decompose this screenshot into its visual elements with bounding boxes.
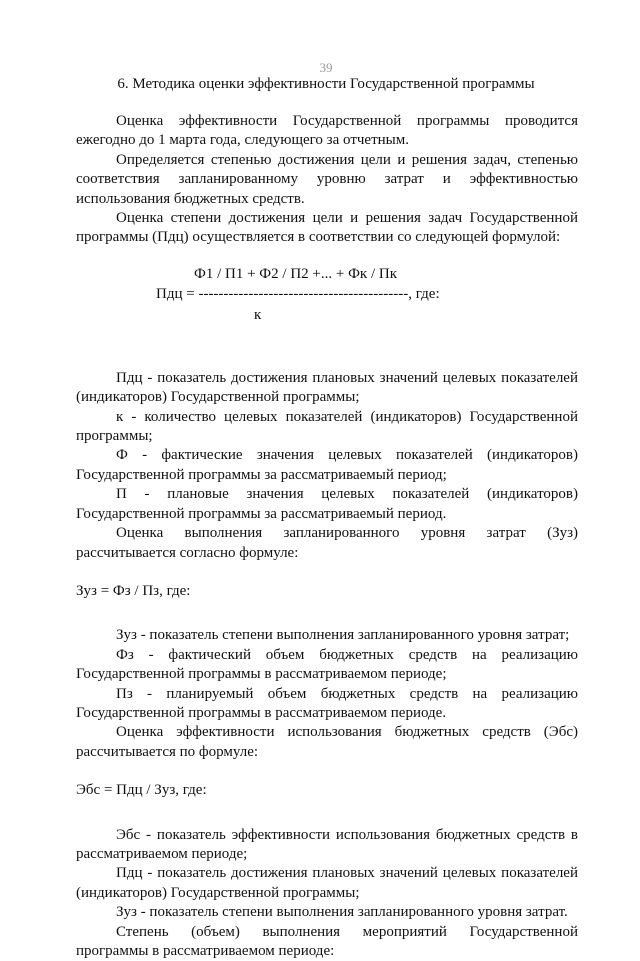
definition-pz: Пз - планируемый объем бюджетных средств на реализацию Государственной программы в рассматриваемом периоде. <box>76 685 578 721</box>
definition-fz: Фз - фактический объем бюджетных средств на реализацию Государственной программы в рассматриваемом периоде; <box>76 646 578 683</box>
definition-zuz: Зуз - показатель степени выполнения запланированного уровня затрат; <box>116 627 570 644</box>
definition-ebs: Эбс - показатель эффективности использования бюджетных средств в рассматриваемом периоде; <box>76 826 578 862</box>
formula-pdc <box>76 265 578 331</box>
definition-p: П - плановые значения целевых показателей (индикаторов) Государственной программы за рассматриваемый период. <box>76 486 578 522</box>
formula-pdc-denominator: к <box>254 306 262 323</box>
page-number: 39 <box>319 60 333 75</box>
definition-pdc: Пдц - показатель достижения плановых значений целевых показателей (индикаторов) Государственной программы; <box>76 369 578 406</box>
document-body <box>76 112 578 961</box>
formula-zuz: Зуз = Фз / Пз, где: <box>76 582 191 599</box>
formula-pdc-line: Пдц = ------------------------------------------, где: <box>156 285 440 302</box>
paragraph-measures-degree: Степень (объем) выполнения мероприятий Государственной программы в рассматриваемом периоде: <box>76 923 578 959</box>
paragraph-zuz-intro: Оценка выполнения запланированного уровня затрат (Зуз) рассчитывается согласно формуле: <box>76 525 578 561</box>
formula-ebs: Эбс = Пдц / Зуз, где: <box>76 782 207 799</box>
definition-zuz-repeat: Зуз - показатель степени выполнения запланированного уровня затрат. <box>116 904 568 921</box>
definition-f: Ф - фактические значения целевых показателей (индикаторов) Государственной программы за рассматриваемый период; <box>76 447 578 483</box>
paragraph-ebs-intro: Оценка эффективности использования бюджетных средств (Эбс) рассчитывается по формуле: <box>76 724 578 760</box>
formula-pdc-numerator: Ф1 / П1 + Ф2 / П2 +... + Фк / Пк <box>194 265 398 282</box>
definition-pdc-repeat: Пдц - показатель достижения плановых значений целевых показателей (индикаторов) Государственной программы; <box>76 865 578 901</box>
definition-k: к - количество целевых показателей (индикаторов) Государственной программы; <box>76 408 578 445</box>
paragraph-evaluation-schedule: Оценка эффективности Государственной программы проводится ежегодно до 1 марта года, следующего за отчетным. <box>76 113 578 149</box>
paragraph-pdc-intro: Оценка степени достижения цели и решения задач Государственной программы (Пдц) осуществляется в соответствии со следующей формулой: <box>76 210 578 246</box>
section-heading: 6. Методика оценки эффективности Государственной программы <box>117 76 535 92</box>
paragraph-evaluation-criteria: Определяется степенью достижения цели и решения задач, степенью соответствия запланированному уровню затрат и эффективностью использования бюджетных средств. <box>76 151 578 207</box>
